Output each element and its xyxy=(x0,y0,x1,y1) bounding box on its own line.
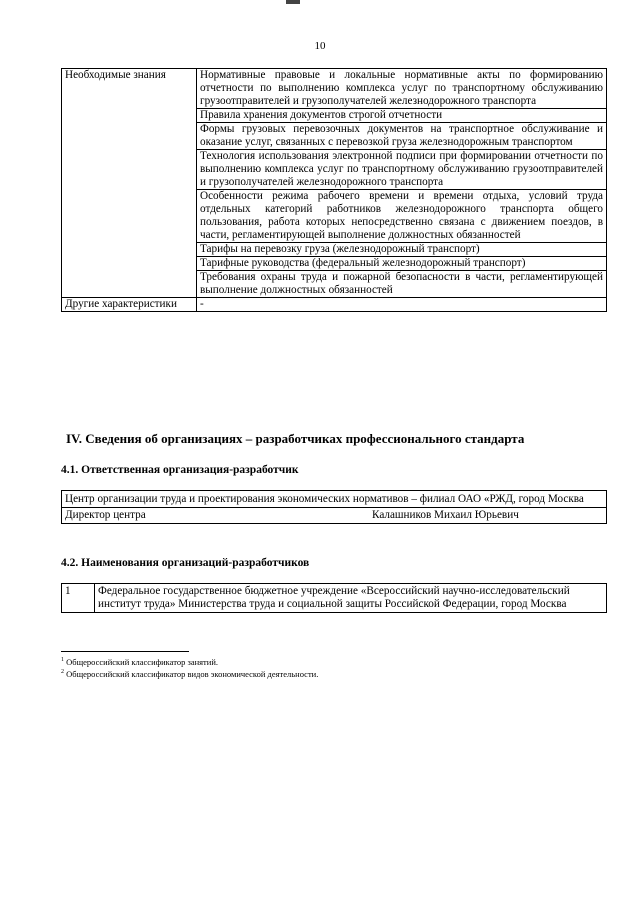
section-heading: IV. Сведения об организациях – разработчиках профессионального стандарта xyxy=(66,431,525,446)
knowledge-table xyxy=(61,68,607,312)
knowledge-item: Тарифные руководства (федеральный железнодорожный транспорт) xyxy=(197,257,607,271)
row-label: Необходимые знания xyxy=(62,69,197,298)
table-row xyxy=(62,584,607,613)
subsection-title-developers: 4.2. Наименования организаций-разработчиков xyxy=(61,557,310,569)
knowledge-item: Нормативные правовые и локальные нормативные акты по формированию отчетности по выполнению комплекса услуг по транспортному обслуживанию грузоотправителей и грузополучателей железнодорожного транспорта xyxy=(197,69,607,109)
knowledge-item: Особенности режима рабочего времени и времени отдыха, условий труда отдельных категорий работников железнодорожного транспорта общего пользования, работа которых непосредственно связана с движением поездов, в части, регламентирующей выполнение должностных обязанностей xyxy=(197,190,607,243)
scan-top-mark xyxy=(286,0,300,4)
developer-org: Федеральное государственное бюджетное учреждение «Всероссийский научно-исследовательский институт труда» Министерства труда и социальной защиты Российской Федерации, город Москва xyxy=(95,584,607,613)
page-number: 10 xyxy=(314,40,326,52)
responsible-org-name: Центр организации труда и проектирования экономических нормативов – филиал ОАО «РЖД, город Москва xyxy=(61,490,607,507)
knowledge-item: Тарифы на перевозку груза (железнодорожный транспорт) xyxy=(197,243,607,257)
row-number: 1 xyxy=(62,584,95,613)
knowledge-item: Формы грузовых перевозочных документов на транспортное обслуживание и оказание услуг, связанных с перевозкой груза железнодорожным транспортом xyxy=(197,123,607,150)
table-row xyxy=(62,69,607,109)
subsection-title-responsible: 4.1. Ответственная организация-разработчик xyxy=(61,464,299,476)
signatory-row xyxy=(61,507,607,524)
knowledge-item: Требования охраны труда и пожарной безопасности в части, регламентирующей выполнение должностных обязанностей xyxy=(197,271,607,298)
developers-table xyxy=(61,583,607,613)
footnote: $^2$ Общероссийский классификатор видов экономической деятельности. xyxy=(61,669,319,679)
knowledge-item: Технология использования электронной подписи при формировании отчетности по выполнению комплекса услуг по транспортному обслуживанию грузоотправителей и грузополучателей железнодорожного транспорта xyxy=(197,150,607,190)
row-label: Другие характеристики xyxy=(62,298,197,312)
other-characteristics-value: - xyxy=(197,298,607,312)
footnote-separator xyxy=(61,651,189,652)
signatory-position: Директор центра xyxy=(65,509,146,521)
signatory-name: Калашников Михаил Юрьевич xyxy=(372,509,519,521)
knowledge-item: Правила хранения документов строгой отчетности xyxy=(197,109,607,123)
footnote: $^1$ Общероссийский классификатор занятий. xyxy=(61,657,218,667)
table-row xyxy=(62,298,607,312)
responsible-org-box xyxy=(61,490,607,524)
